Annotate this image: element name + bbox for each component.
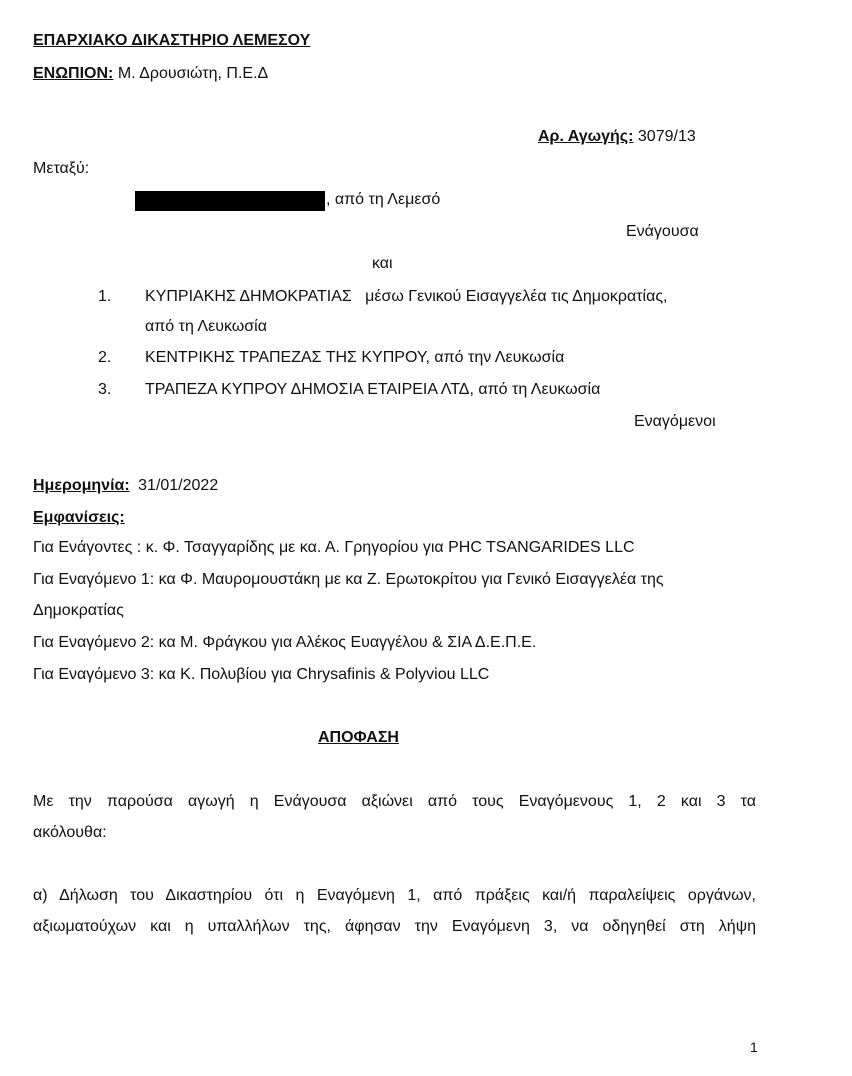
judgment-paragraph-2-line-1: α) Δήλωση του Δικαστηρίου ότι η Εναγόμενη 1, από πράξεις και/ή παραλείψεις οργάνων, <box>33 887 756 904</box>
defendant-1-location: από τη Λευκωσία <box>145 318 267 335</box>
plaintiff-role: Ενάγουσα <box>626 223 699 240</box>
date-label: Ημερομηνία: <box>33 477 130 494</box>
defendant-2-number: 2. <box>98 349 112 366</box>
defendant-2-name: ΚΕΝΤΡΙΚΗΣ ΤΡΑΠΕΖΑΣ ΤΗΣ ΚΥΠΡΟΥ, από την Λευκωσία <box>145 349 565 366</box>
page-number: 1 <box>750 1039 758 1055</box>
court-title: ΕΠΑΡΧΙΑΚΟ ΔΙΚΑΣΤΗΡΙΟ ΛΕΜΕΣΟΥ <box>33 32 311 49</box>
case-value: 3079/13 <box>633 128 696 145</box>
date-line <box>33 476 218 496</box>
defendant-3-number: 3. <box>98 381 112 398</box>
before-value: Μ. Δρουσιώτη, Π.Ε.Δ <box>113 65 269 82</box>
appearances-label: Εμφανίσεις: <box>33 509 125 526</box>
defendant-1-name: ΚΥΠΡΙΑΚΗΣ ΔΗΜΟΚΡΑΤΙΑΣ μέσω Γενικού Εισαγγελέα τις Δημοκρατίας, <box>145 288 668 305</box>
date-value: 31/01/2022 <box>138 477 219 494</box>
judgment-paragraph-1-line-2: ακόλουθα: <box>33 824 107 841</box>
appearance-line: Για Εναγόμενο 3: κα Κ. Πολυβίου για Chrysafinis & Polyviou LLC <box>33 666 490 683</box>
defendant-1-number: 1. <box>98 288 112 305</box>
defendant-3-name: ΤΡΑΠΕΖΑ ΚΥΠΡΟΥ ΔΗΜΟΣΙΑ ΕΤΑΙΡΕΙΑ ΛΤΔ, από τη Λευκωσία <box>145 381 601 398</box>
before-line <box>33 64 268 84</box>
appearance-line: Δημοκρατίας <box>33 602 124 619</box>
appearance-line: Για Ενάγοντες : κ. Φ. Τσαγγαρίδης με κα. Α. Γρηγορίου για PHC TSANGARIDES LLC <box>33 539 635 556</box>
plaintiff-location: , από τη Λεμεσό <box>326 191 441 208</box>
case-label: Αρ. Αγωγής: <box>538 128 634 145</box>
appearance-line: Για Εναγόμενο 1: κα Φ. Μαυρομουστάκη με κα Ζ. Ερωτοκρίτου για Γενικό Εισαγγελέα της <box>33 571 664 588</box>
judgment-title: ΑΠΟΦΑΣΗ <box>318 729 399 746</box>
judgment-paragraph-2-line-2: αξιωματούχων και η υπαλλήλων της, άφησαν την Εναγόμενη 3, να οδηγηθεί στη λήψη <box>33 918 756 935</box>
between-label: Μεταξύ: <box>33 160 90 177</box>
and-label: και <box>372 255 393 272</box>
before-label: ΕΝΩΠΙΟΝ: <box>33 65 114 82</box>
case-number-line <box>538 127 696 147</box>
appearance-line: Για Εναγόμενο 2: κα Μ. Φράγκου για Αλέκος Ευαγγέλου & ΣΙΑ Δ.Ε.Π.Ε. <box>33 634 537 651</box>
judgment-paragraph-1-line-1: Με την παρούσα αγωγή η Ενάγουσα αξιώνει από τους Εναγόμενους 1, 2 και 3 τα <box>33 793 756 810</box>
defendants-role: Εναγόμενοι <box>634 413 716 430</box>
redaction-bar <box>135 191 325 211</box>
